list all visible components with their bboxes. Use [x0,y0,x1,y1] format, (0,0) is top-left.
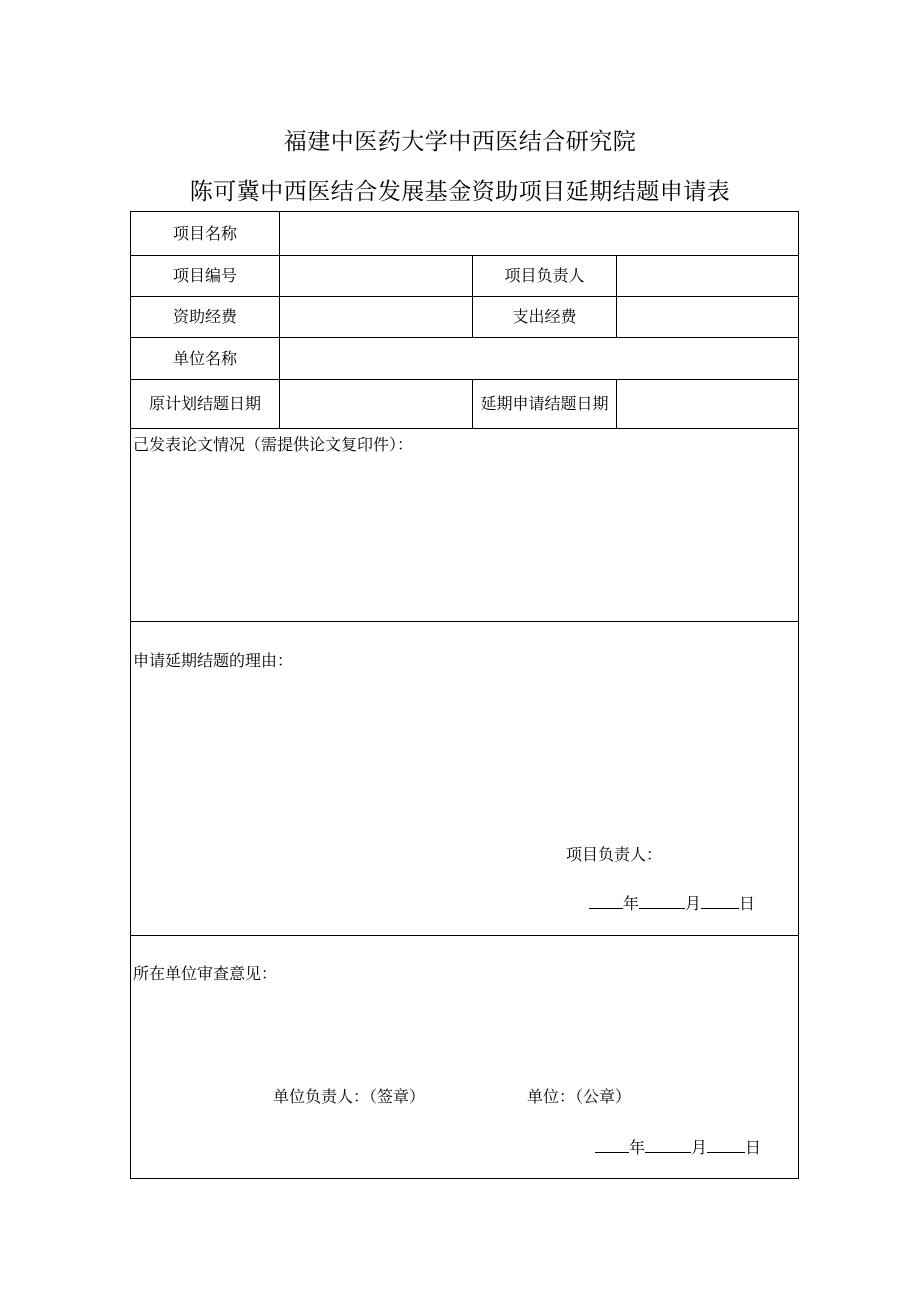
year-label: 年 [629,1138,646,1157]
page-title-institute: 福建中医药大学中西医结合研究院 [283,129,637,155]
application-form [130,211,799,1179]
month-blank[interactable] [645,1138,691,1153]
row-divider [131,428,798,429]
project-name-field[interactable] [280,212,798,255]
day-blank[interactable] [707,1138,745,1153]
day-blank[interactable] [701,894,739,909]
unit-review-label: 所在单位审查意见： [133,964,278,983]
funding-field[interactable] [280,297,472,337]
row-divider [131,935,798,936]
publications-label: 己发表论文情况（需提供论文复印件）： [133,435,414,454]
extended-end-date-label: 延期申请结题日期 [480,394,609,413]
project-number-label: 项目编号 [172,266,237,285]
leader-sign-date [589,891,755,914]
unit-review-field[interactable] [131,987,798,1077]
year-label: 年 [623,894,640,913]
extended-end-date-field[interactable] [617,380,798,428]
day-label: 日 [745,1138,762,1157]
project-name-label: 项目名称 [172,223,237,243]
funding-label: 资助经费 [172,307,237,326]
page-title-form: 陈可冀中西医结合发展基金资助项目延期结题申请表 [189,179,731,205]
project-leader-field[interactable] [617,256,798,296]
reason-field[interactable] [131,674,798,834]
leader-sign-label: 项目负责人： [566,845,663,864]
day-label: 日 [739,894,756,913]
original-end-date-field[interactable] [280,380,472,428]
original-end-date-label: 原计划结题日期 [148,394,261,413]
reason-label: 申请延期结题的理由： [133,651,294,670]
unit-review-date [595,1135,761,1158]
row-divider [131,621,798,622]
month-label: 月 [691,1138,708,1157]
project-number-field[interactable] [280,256,472,296]
unit-seal: 单位：（公章） [527,1087,632,1106]
unit-name-field[interactable] [280,338,798,379]
unit-leader-sign: 单位负责人：（签章） [273,1087,426,1106]
expenditure-field[interactable] [617,297,798,337]
month-blank[interactable] [639,894,685,909]
publications-field[interactable] [131,457,798,620]
month-label: 月 [685,894,702,913]
year-blank[interactable] [595,1138,629,1153]
year-blank[interactable] [589,894,623,909]
expenditure-label: 支出经费 [512,307,577,326]
project-leader-label: 项目负责人 [504,266,585,285]
unit-name-label: 单位名称 [172,348,237,368]
